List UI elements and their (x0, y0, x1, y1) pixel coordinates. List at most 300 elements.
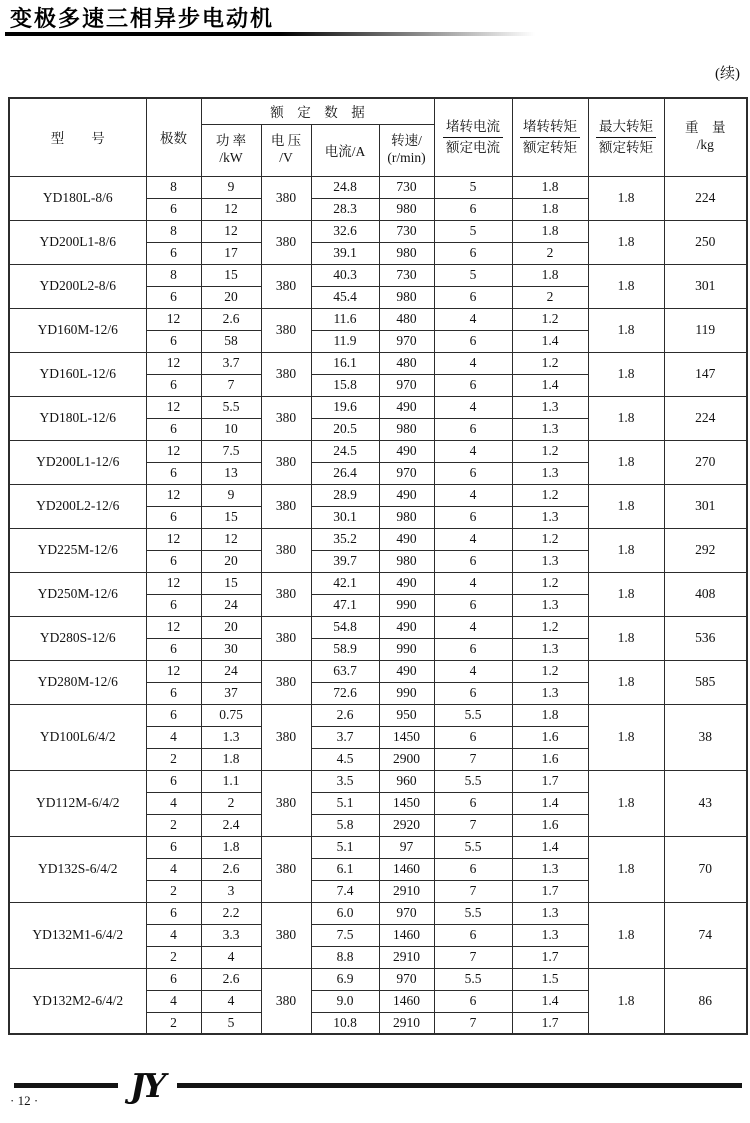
current-cell: 11.9 (311, 330, 379, 352)
power-cell: 17 (201, 242, 261, 264)
locked-current-ratio-cell: 4 (434, 528, 512, 550)
speed-unit: (r/min) (387, 150, 426, 165)
locked-current-ratio-cell: 7 (434, 748, 512, 770)
locked-current-ratio-cell: 4 (434, 440, 512, 462)
power-cell: 2.6 (201, 308, 261, 330)
current-cell: 5.1 (311, 836, 379, 858)
locked-torque-ratio-cell: 1.8 (512, 176, 588, 198)
locked-torque-ratio-cell: 1.3 (512, 902, 588, 924)
header-weight (664, 98, 747, 176)
max-torque-ratio-cell: 1.8 (588, 484, 664, 528)
voltage-cell: 380 (261, 308, 311, 352)
page-number: · 12 · (10, 1093, 39, 1108)
header-rated-data: 额 定 数 据 (201, 98, 434, 124)
locked-current-ratio-cell: 4 (434, 616, 512, 638)
power-cell: 2.6 (201, 968, 261, 990)
locked-current-ratio-cell: 6 (434, 286, 512, 308)
table-row (9, 176, 747, 198)
power-cell: 12 (201, 198, 261, 220)
model-cell: YD200L2-8/6 (9, 264, 146, 308)
poles-cell: 6 (146, 682, 201, 704)
voltage-cell: 380 (261, 440, 311, 484)
locked-current-ratio-cell: 6 (434, 726, 512, 748)
table-row (9, 528, 747, 550)
speed-cell: 980 (379, 550, 434, 572)
current-cell: 32.6 (311, 220, 379, 242)
speed-cell: 730 (379, 176, 434, 198)
speed-cell: 97 (379, 836, 434, 858)
power-unit: /kW (219, 150, 243, 165)
voltage-cell: 380 (261, 264, 311, 308)
current-cell: 28.3 (311, 198, 379, 220)
current-cell: 8.8 (311, 946, 379, 968)
current-cell: 15.8 (311, 374, 379, 396)
locked-torque-ratio-cell: 1.3 (512, 418, 588, 440)
current-cell: 5.8 (311, 814, 379, 836)
speed-cell: 490 (379, 572, 434, 594)
locked-current-ratio-cell: 5.5 (434, 770, 512, 792)
locked-current-ratio-cell: 6 (434, 198, 512, 220)
power-cell: 5 (201, 1012, 261, 1034)
current-cell: 30.1 (311, 506, 379, 528)
voltage-unit: /V (279, 150, 293, 165)
poles-cell: 6 (146, 286, 201, 308)
weight-cell: 43 (664, 770, 747, 836)
current-cell: 40.3 (311, 264, 379, 286)
poles-cell: 8 (146, 176, 201, 198)
voltage-cell: 380 (261, 902, 311, 968)
speed-cell: 490 (379, 396, 434, 418)
locked-torque-ratio-cell: 1.2 (512, 616, 588, 638)
current-cell: 3.7 (311, 726, 379, 748)
locked-torque-ratio-cell: 1.3 (512, 924, 588, 946)
table-row (9, 704, 747, 726)
speed-cell: 970 (379, 902, 434, 924)
speed-cell: 2910 (379, 946, 434, 968)
speed-cell: 2910 (379, 1012, 434, 1034)
current-cell: 5.1 (311, 792, 379, 814)
weight-cell: 224 (664, 396, 747, 440)
poles-cell: 12 (146, 484, 201, 506)
weight-cell: 119 (664, 308, 747, 352)
poles-cell: 12 (146, 660, 201, 682)
locked-torque-ratio-cell: 1.8 (512, 220, 588, 242)
voltage-cell: 380 (261, 528, 311, 572)
locked-current-ratio-cell: 4 (434, 484, 512, 506)
power-cell: 2.4 (201, 814, 261, 836)
table-row (9, 572, 747, 594)
locked-torque-ratio-cell: 1.2 (512, 308, 588, 330)
max-torque-ratio-cell: 1.8 (588, 836, 664, 902)
poles-cell: 6 (146, 462, 201, 484)
speed-cell: 490 (379, 616, 434, 638)
max-torque-ratio-cell: 1.8 (588, 440, 664, 484)
poles-cell: 6 (146, 704, 201, 726)
weight-label: 重 量 (685, 120, 726, 136)
poles-cell: 4 (146, 924, 201, 946)
locked-torque-ratio-cell: 1.7 (512, 1012, 588, 1034)
weight-cell: 292 (664, 528, 747, 572)
power-cell: 12 (201, 220, 261, 242)
power-cell: 30 (201, 638, 261, 660)
header-row-1 (9, 98, 747, 124)
model-cell: YD132S-6/4/2 (9, 836, 146, 902)
locked-torque-ratio-cell: 1.7 (512, 770, 588, 792)
header-power (201, 124, 261, 176)
locked-current-ratio-cell: 6 (434, 858, 512, 880)
locked-torque-ratio-cell: 1.5 (512, 968, 588, 990)
locked-current-ratio-cell: 6 (434, 792, 512, 814)
power-cell: 2.6 (201, 858, 261, 880)
power-cell: 24 (201, 594, 261, 616)
poles-cell: 6 (146, 374, 201, 396)
current-cell: 58.9 (311, 638, 379, 660)
speed-cell: 980 (379, 242, 434, 264)
poles-cell: 6 (146, 902, 201, 924)
locked-current-ratio-cell: 6 (434, 682, 512, 704)
current-cell: 28.9 (311, 484, 379, 506)
table-row (9, 484, 747, 506)
locked-torque-ratio-cell: 1.8 (512, 264, 588, 286)
model-cell: YD200L2-12/6 (9, 484, 146, 528)
locked-torque-ratio-cell: 1.6 (512, 748, 588, 770)
locked-torque-ratio-cell: 2 (512, 286, 588, 308)
current-cell: 35.2 (311, 528, 379, 550)
poles-cell: 12 (146, 440, 201, 462)
locked-current-ratio-cell: 6 (434, 924, 512, 946)
table-row (9, 264, 747, 286)
max-torque-ratio-cell: 1.8 (588, 770, 664, 836)
model-cell: YD280S-12/6 (9, 616, 146, 660)
poles-cell: 4 (146, 726, 201, 748)
speed-cell: 980 (379, 418, 434, 440)
power-cell: 4 (201, 946, 261, 968)
poles-cell: 12 (146, 616, 201, 638)
locked-torque-ratio-cell: 1.6 (512, 726, 588, 748)
header-speed (379, 124, 434, 176)
power-cell: 15 (201, 572, 261, 594)
current-cell: 39.7 (311, 550, 379, 572)
speed-cell: 490 (379, 440, 434, 462)
model-cell: YD180L-12/6 (9, 396, 146, 440)
locked-current-ratio-cell: 4 (434, 572, 512, 594)
jy-logo: JY (130, 1066, 164, 1105)
locked-current-ratio-cell: 6 (434, 330, 512, 352)
poles-cell: 2 (146, 1012, 201, 1034)
current-cell: 24.8 (311, 176, 379, 198)
power-cell: 3 (201, 880, 261, 902)
poles-cell: 6 (146, 506, 201, 528)
table-row (9, 902, 747, 924)
locked-torque-ratio-cell: 1.2 (512, 528, 588, 550)
power-cell: 5.5 (201, 396, 261, 418)
max-torque-ratio-cell: 1.8 (588, 572, 664, 616)
locked-torque-ratio-cell: 1.2 (512, 484, 588, 506)
locked-current-ratio-cell: 6 (434, 990, 512, 1012)
voltage-cell: 380 (261, 484, 311, 528)
current-cell: 72.6 (311, 682, 379, 704)
current-cell: 26.4 (311, 462, 379, 484)
voltage-cell: 380 (261, 220, 311, 264)
poles-cell: 4 (146, 990, 201, 1012)
locked-torque-ratio-cell: 1.8 (512, 198, 588, 220)
power-cell: 3.7 (201, 352, 261, 374)
speed-cell: 970 (379, 374, 434, 396)
max-torque-ratio-cell: 1.8 (588, 396, 664, 440)
voltage-cell: 380 (261, 352, 311, 396)
speed-cell: 480 (379, 308, 434, 330)
locked-torque-ratio-cell: 1.4 (512, 792, 588, 814)
current-cell: 42.1 (311, 572, 379, 594)
poles-cell: 6 (146, 418, 201, 440)
power-cell: 3.3 (201, 924, 261, 946)
max-torque-ratio-cell: 1.8 (588, 220, 664, 264)
locked-current-ratio-cell: 5.5 (434, 704, 512, 726)
locked-torque-ratio-cell: 1.8 (512, 704, 588, 726)
locked-torque-ratio-cell: 1.3 (512, 638, 588, 660)
current-cell: 6.1 (311, 858, 379, 880)
locked-current-ratio-cell: 6 (434, 462, 512, 484)
speed-cell: 980 (379, 506, 434, 528)
power-cell: 20 (201, 616, 261, 638)
power-cell: 0.75 (201, 704, 261, 726)
speed-cell: 980 (379, 286, 434, 308)
voltage-cell: 380 (261, 572, 311, 616)
voltage-cell: 380 (261, 704, 311, 770)
voltage-cell: 380 (261, 176, 311, 220)
table-row (9, 440, 747, 462)
current-cell: 6.0 (311, 902, 379, 924)
model-cell: YD180L-8/6 (9, 176, 146, 220)
locked-torque-ratio-cell: 1.6 (512, 814, 588, 836)
current-cell: 16.1 (311, 352, 379, 374)
weight-cell: 408 (664, 572, 747, 616)
poles-cell: 4 (146, 792, 201, 814)
max-torque-ratio-cell: 1.8 (588, 704, 664, 770)
locked-torque-ratio-cell: 1.3 (512, 396, 588, 418)
locked-current-numerator: 堵转电流 (443, 119, 503, 138)
max-torque-ratio-cell: 1.8 (588, 968, 664, 1034)
locked-current-ratio-cell: 5.5 (434, 968, 512, 990)
weight-cell: 74 (664, 902, 747, 968)
model-cell: YD225M-12/6 (9, 528, 146, 572)
speed-cell: 730 (379, 220, 434, 242)
weight-cell: 38 (664, 704, 747, 770)
table-row (9, 836, 747, 858)
weight-cell: 536 (664, 616, 747, 660)
model-cell: YD160M-12/6 (9, 308, 146, 352)
max-torque-numerator: 最大转矩 (596, 119, 656, 138)
current-cell: 3.5 (311, 770, 379, 792)
speed-cell: 2920 (379, 814, 434, 836)
voltage-cell: 380 (261, 770, 311, 836)
max-torque-ratio-cell: 1.8 (588, 176, 664, 220)
header-current: 电流/A (311, 124, 379, 176)
header-max-torque-ratio (588, 98, 664, 176)
weight-cell: 301 (664, 484, 747, 528)
poles-cell: 6 (146, 550, 201, 572)
weight-cell: 86 (664, 968, 747, 1034)
power-cell: 24 (201, 660, 261, 682)
power-cell: 2.2 (201, 902, 261, 924)
power-cell: 9 (201, 484, 261, 506)
speed-cell: 480 (379, 352, 434, 374)
locked-current-ratio-cell: 5.5 (434, 836, 512, 858)
header-locked-torque-ratio (512, 98, 588, 176)
speed-cell: 490 (379, 528, 434, 550)
header-locked-current-ratio (434, 98, 512, 176)
power-cell: 12 (201, 528, 261, 550)
table-row (9, 220, 747, 242)
locked-current-ratio-cell: 5.5 (434, 902, 512, 924)
title-rule (5, 32, 535, 36)
speed-cell: 1460 (379, 858, 434, 880)
speed-cell: 1450 (379, 792, 434, 814)
poles-cell: 2 (146, 748, 201, 770)
power-cell: 37 (201, 682, 261, 704)
locked-torque-ratio-cell: 1.2 (512, 440, 588, 462)
weight-cell: 70 (664, 836, 747, 902)
speed-cell: 970 (379, 462, 434, 484)
current-cell: 47.1 (311, 594, 379, 616)
locked-current-ratio-cell: 6 (434, 506, 512, 528)
table-row (9, 968, 747, 990)
motor-spec-table (8, 97, 748, 1035)
weight-cell: 147 (664, 352, 747, 396)
poles-cell: 2 (146, 880, 201, 902)
current-cell: 19.6 (311, 396, 379, 418)
voltage-label: 电 压 (270, 133, 302, 149)
locked-current-ratio-cell: 6 (434, 418, 512, 440)
locked-torque-ratio-cell: 1.4 (512, 330, 588, 352)
header-poles: 极数 (146, 98, 201, 176)
locked-torque-ratio-cell: 1.3 (512, 550, 588, 572)
power-cell: 58 (201, 330, 261, 352)
model-cell: YD280M-12/6 (9, 660, 146, 704)
power-cell: 1.3 (201, 726, 261, 748)
locked-torque-ratio-cell: 1.3 (512, 594, 588, 616)
speed-cell: 960 (379, 770, 434, 792)
voltage-cell: 380 (261, 616, 311, 660)
max-torque-ratio-cell: 1.8 (588, 352, 664, 396)
poles-cell: 6 (146, 770, 201, 792)
poles-cell: 4 (146, 858, 201, 880)
poles-cell: 8 (146, 220, 201, 242)
voltage-cell: 380 (261, 660, 311, 704)
table-body (9, 176, 747, 1034)
locked-torque-ratio-cell: 1.3 (512, 506, 588, 528)
poles-cell: 6 (146, 198, 201, 220)
model-cell: YD160L-12/6 (9, 352, 146, 396)
voltage-cell: 380 (261, 396, 311, 440)
weight-cell: 301 (664, 264, 747, 308)
locked-torque-ratio-cell: 1.2 (512, 352, 588, 374)
poles-cell: 6 (146, 594, 201, 616)
voltage-cell: 380 (261, 968, 311, 1034)
locked-current-ratio-cell: 4 (434, 660, 512, 682)
power-cell: 7.5 (201, 440, 261, 462)
locked-current-ratio-cell: 4 (434, 352, 512, 374)
current-cell: 7.5 (311, 924, 379, 946)
locked-torque-ratio-cell: 1.3 (512, 858, 588, 880)
locked-torque-ratio-cell: 1.4 (512, 374, 588, 396)
continued-label: (续) (715, 66, 740, 82)
speed-cell: 970 (379, 968, 434, 990)
power-cell: 20 (201, 550, 261, 572)
poles-cell: 6 (146, 836, 201, 858)
locked-current-ratio-cell: 6 (434, 242, 512, 264)
speed-cell: 2910 (379, 880, 434, 902)
page-footer (0, 1066, 750, 1105)
table-row (9, 308, 747, 330)
weight-cell: 250 (664, 220, 747, 264)
speed-cell: 490 (379, 484, 434, 506)
poles-cell: 6 (146, 330, 201, 352)
current-cell: 20.5 (311, 418, 379, 440)
locked-torque-numerator: 堵转转矩 (520, 119, 580, 138)
speed-cell: 2900 (379, 748, 434, 770)
locked-current-ratio-cell: 5 (434, 264, 512, 286)
locked-current-ratio-cell: 7 (434, 880, 512, 902)
locked-torque-ratio-cell: 1.7 (512, 880, 588, 902)
locked-torque-ratio-cell: 1.2 (512, 572, 588, 594)
current-cell: 9.0 (311, 990, 379, 1012)
current-cell: 10.8 (311, 1012, 379, 1034)
power-cell: 15 (201, 506, 261, 528)
speed-cell: 950 (379, 704, 434, 726)
max-torque-denominator: 额定转矩 (599, 139, 653, 155)
speed-cell: 490 (379, 660, 434, 682)
header-voltage (261, 124, 311, 176)
table-row (9, 396, 747, 418)
table-row (9, 770, 747, 792)
speed-cell: 1460 (379, 924, 434, 946)
speed-cell: 990 (379, 682, 434, 704)
locked-current-ratio-cell: 6 (434, 594, 512, 616)
poles-cell: 12 (146, 308, 201, 330)
voltage-cell: 380 (261, 836, 311, 902)
speed-cell: 980 (379, 198, 434, 220)
model-cell: YD200L1-8/6 (9, 220, 146, 264)
max-torque-ratio-cell: 1.8 (588, 660, 664, 704)
table-header (9, 98, 747, 176)
power-label: 功 率 (215, 133, 247, 149)
max-torque-ratio-cell: 1.8 (588, 264, 664, 308)
table-row (9, 616, 747, 638)
speed-cell: 1450 (379, 726, 434, 748)
footer-rule-right (177, 1083, 742, 1088)
model-cell: YD100L6/4/2 (9, 704, 146, 770)
poles-cell: 8 (146, 264, 201, 286)
power-cell: 9 (201, 176, 261, 198)
power-cell: 7 (201, 374, 261, 396)
table-row (9, 352, 747, 374)
current-cell: 39.1 (311, 242, 379, 264)
max-torque-ratio-cell: 1.8 (588, 902, 664, 968)
locked-current-ratio-cell: 6 (434, 638, 512, 660)
model-cell: YD112M-6/4/2 (9, 770, 146, 836)
power-cell: 20 (201, 286, 261, 308)
current-cell: 7.4 (311, 880, 379, 902)
model-cell: YD132M1-6/4/2 (9, 902, 146, 968)
power-cell: 1.1 (201, 770, 261, 792)
current-cell: 11.6 (311, 308, 379, 330)
table-row (9, 660, 747, 682)
locked-torque-ratio-cell: 1.2 (512, 660, 588, 682)
weight-unit: /kg (696, 137, 714, 153)
power-cell: 4 (201, 990, 261, 1012)
locked-current-ratio-cell: 6 (434, 374, 512, 396)
